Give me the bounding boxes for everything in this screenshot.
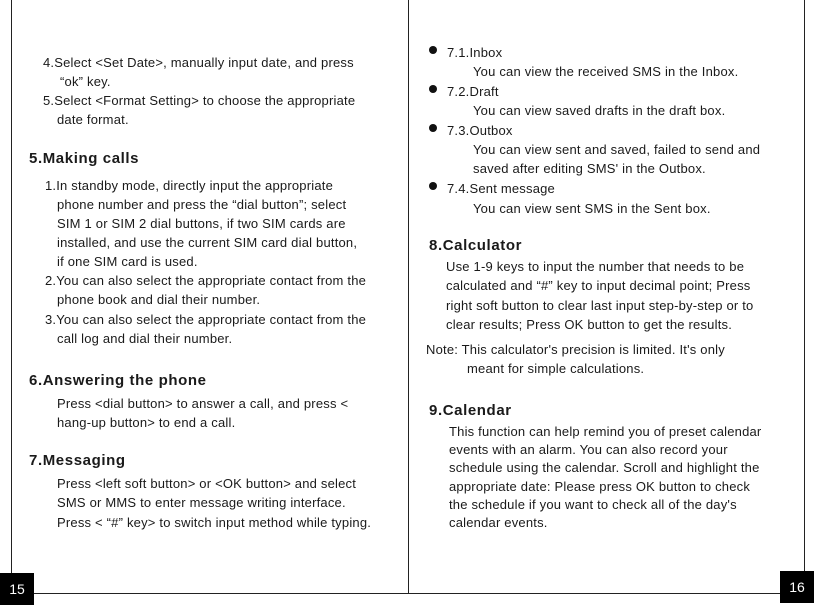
- text-line: 3.You can also select the appropriate contact from the: [45, 312, 367, 327]
- text-line: SMS or MMS to enter message writing interface.: [57, 495, 346, 510]
- text-line: SIM 1 or SIM 2 dial buttons, if two SIM cards are: [57, 216, 346, 231]
- text-line: events with an alarm. You can also record your: [449, 442, 728, 457]
- text-line: phone book and dial their number.: [57, 292, 261, 307]
- section-heading-making-calls: 5.Making calls: [29, 150, 140, 167]
- text-line: clear results; Press OK button to get the results.: [446, 317, 733, 332]
- section-heading-calculator: 8.Calculator: [429, 237, 523, 254]
- sms-item-text: You can view saved drafts in the draft box.: [473, 103, 726, 118]
- text-line: Press < “#” key> to switch input method while typing.: [57, 515, 372, 530]
- page-number: 16: [780, 571, 814, 603]
- text-line: phone number and press the “dial button”; select: [57, 197, 347, 212]
- text-line: right soft button to clear last input step-by-step or to: [446, 298, 754, 313]
- note-line: Note: This calculator's precision is limited. It's only: [426, 342, 725, 357]
- text-line: calendar events.: [449, 515, 548, 530]
- page-number: 15: [0, 573, 34, 605]
- section-heading-answering: 6.Answering the phone: [29, 372, 207, 389]
- sms-item-title: 7.1.Inbox: [447, 45, 503, 60]
- sms-item-text: You can view the received SMS in the Inbox.: [473, 64, 739, 79]
- bullet-icon: [429, 46, 437, 54]
- sms-item-title: 7.4.Sent message: [447, 181, 555, 196]
- text-line: appropriate date: Please press OK button to check: [449, 479, 751, 494]
- text-line: installed, and use the current SIM card dial button,: [57, 235, 358, 250]
- sms-item-text: You can view sent and saved, failed to send and: [473, 142, 761, 157]
- bullet-icon: [429, 85, 437, 93]
- text-line: 4.Select <Set Date>, manually input date, and press: [43, 55, 354, 70]
- sms-item-title: 7.3.Outbox: [447, 123, 513, 138]
- text-line: date format.: [57, 112, 129, 127]
- text-line: Press <left soft button> or <OK button> and select: [57, 476, 357, 491]
- sms-item-title: 7.2.Draft: [447, 84, 499, 99]
- text-line: schedule using the calendar. Scroll and highlight the: [449, 460, 760, 475]
- section-heading-calendar: 9.Calendar: [429, 402, 512, 419]
- sms-item-text: saved after editing SMS' in the Outbox.: [473, 161, 706, 176]
- text-line: 2.You can also select the appropriate contact from the: [45, 273, 367, 288]
- text-line: Press <dial button> to answer a call, and press <: [57, 396, 349, 411]
- text-line: if one SIM card is used.: [57, 254, 198, 269]
- text-line: “ok” key.: [60, 74, 111, 89]
- text-line: 1.In standby mode, directly input the appropriate: [45, 178, 334, 193]
- note-line: meant for simple calculations.: [467, 361, 645, 376]
- text-line: calculated and “#” key to input decimal point; Press: [446, 278, 751, 293]
- bullet-icon: [429, 182, 437, 190]
- text-line: 5.Select <Format Setting> to choose the appropriate: [43, 93, 356, 108]
- text-line: This function can help remind you of preset calendar: [449, 424, 762, 439]
- section-heading-messaging: 7.Messaging: [29, 452, 126, 469]
- text-line: Use 1-9 keys to input the number that needs to be: [446, 259, 745, 274]
- page-divider: [408, 0, 409, 594]
- text-line: hang-up button> to end a call.: [57, 415, 236, 430]
- text-line: the schedule if you want to check all of the day's: [449, 497, 737, 512]
- sms-item-text: You can view sent SMS in the Sent box.: [473, 201, 711, 216]
- bullet-icon: [429, 124, 437, 132]
- text-line: call log and dial their number.: [57, 331, 233, 346]
